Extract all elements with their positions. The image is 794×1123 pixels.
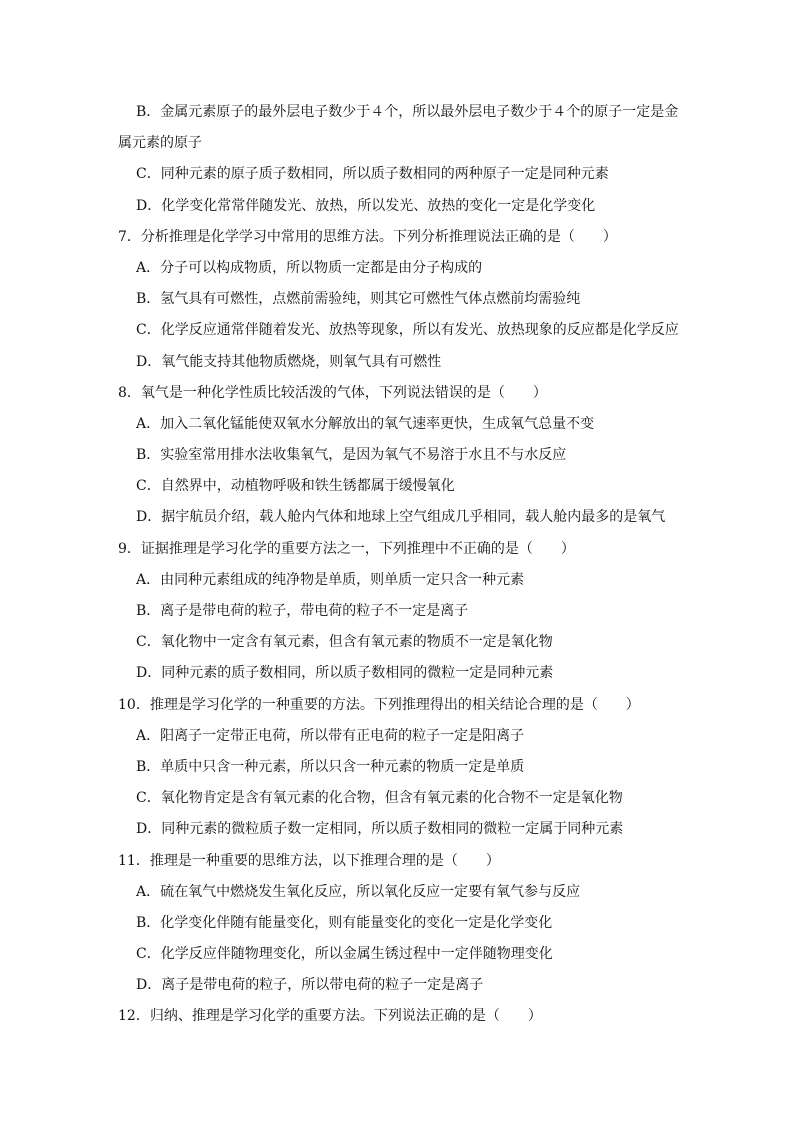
answer-option: C．氧化物中一定含有氧元素，但含有氧元素的物质不一定是氧化物: [136, 634, 553, 651]
answer-option: A．分子可以构成物质，所以物质一定都是由分子构成的: [136, 259, 483, 276]
question-stem: 8．氧气是一种化学性质比较活泼的气体，下列说法错误的是（ ）: [118, 384, 547, 401]
question-text-body: [118, 97, 688, 1033]
answer-option: B．单质中只含一种元素，所以只含一种元素的物质一定是单质: [136, 758, 525, 775]
answer-option: C．自然界中，动植物呼吸和铁生锈都属于缓慢氧化: [136, 478, 455, 495]
answer-option: C．氧化物肯定是含有氧元素的化合物，但含有氧元素的化合物不一定是氧化物: [136, 790, 623, 807]
question-stem: 9．证据推理是学习化学的重要方法之一，下列推理中不正确的是（ ）: [118, 540, 575, 557]
answer-option: A．阳离子一定带正电荷，所以带有正电荷的粒子一定是阳离子: [136, 727, 525, 744]
answer-option: D．同种元素的微粒质子数一定相同，所以质子数相同的微粒一定属于同种元素: [136, 821, 624, 838]
answer-option: A．硫在氧气中燃烧发生氧化反应，所以氧化反应一定要有氧气参与反应: [136, 883, 581, 900]
answer-option: B．实验室常用排水法收集氧气，是因为氧气不易溶于水且不与水反应: [136, 447, 567, 464]
question-stem: 12．归纳、推理是学习化学的重要方法。下列说法正确的是（ ）: [118, 1008, 542, 1025]
question-stem: 7．分析推理是化学学习中常用的思维方法。下列分析推理说法正确的是（ ）: [118, 228, 617, 245]
answer-option: C．同种元素的原子质子数相同，所以质子数相同的两种原子一定是同种元素: [136, 166, 609, 183]
answer-option: A．由同种元素组成的纯净物是单质，则单质一定只含一种元素: [136, 571, 525, 588]
answer-option: C．化学反应伴随物理变化，所以金属生锈过程中一定伴随物理变化: [136, 946, 553, 963]
answer-option: D．同种元素的质子数相同，所以质子数相同的微粒一定是同种元素: [136, 665, 554, 682]
answer-option: B．金属元素原子的最外层电子数少于４个，所以最外层电子数少于４个的原子一定是金: [136, 104, 679, 120]
answer-option: B．化学变化伴随有能量变化，则有能量变化的变化一定是化学变化: [136, 914, 553, 931]
answer-option: B．离子是带电荷的粒子，带电荷的粒子不一定是离子: [136, 603, 469, 619]
answer-option: B．氢气具有可燃性，点燃前需验纯，则其它可燃性气体点燃前均需验纯: [136, 291, 581, 308]
question-stem: 10．推理是学习化学的一种重要的方法。下列推理得出的相关结论合理的是（ ）: [118, 696, 640, 713]
answer-option: C．化学反应通常伴随着发光、放热等现象，所以有发光、放热现象的反应都是化学反应: [136, 322, 679, 339]
answer-option: A．加入二氧化锰能使双氧水分解放出的氧气速率更快，生成氧气总量不变: [136, 415, 595, 432]
question-stem: 11．推理是一种重要的思维方法，以下推理合理的是（ ）: [118, 852, 500, 869]
answer-option: D．氧气能支持其他物质燃烧，则氧气具有可燃性: [136, 353, 442, 370]
option-continuation: 属元素的原子: [118, 135, 202, 152]
answer-option: D．离子是带电荷的粒子，所以带电荷的粒子一定是离子: [136, 977, 484, 994]
answer-option: D．据宇航员介绍，载人舱内气体和地球上空气组成几乎相同，载人舱内最多的是氧气: [136, 509, 666, 526]
answer-option: D．化学变化常常伴随发光、放热，所以发光、放热的变化一定是化学变化: [136, 197, 596, 214]
